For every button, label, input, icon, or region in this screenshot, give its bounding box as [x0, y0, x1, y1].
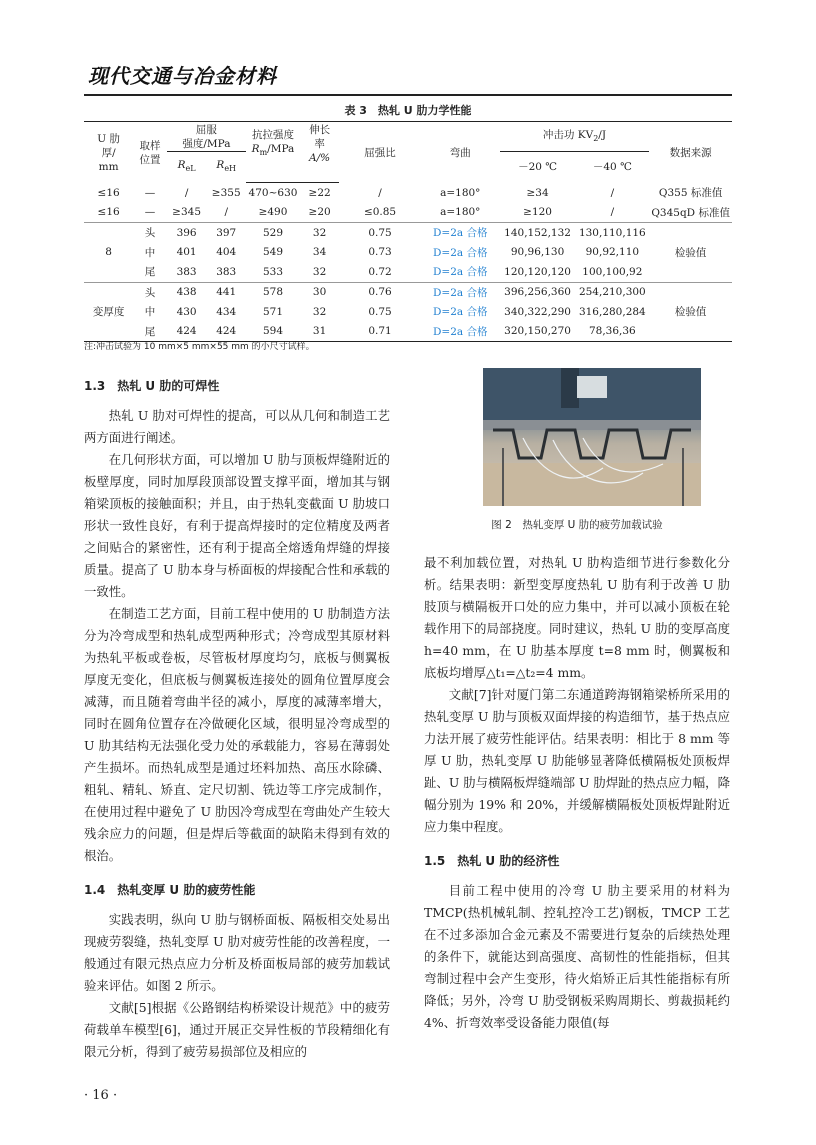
table-row	[84, 183, 732, 203]
cell-rm: 549	[262, 246, 284, 259]
table-caption: 表 3 热轧 U 肋力学性能	[344, 104, 472, 117]
section-1-3-heading: 1.3 热轧 U 肋的可焊性	[84, 379, 220, 393]
cell-rel: ≥345	[167, 203, 207, 223]
cell-ratio: /	[378, 186, 382, 199]
paragraph: 在几何形状方面，可以增加 U 肋与顶板焊缝附近的板壁厚度，同时加厚段顶部设置支撑平面，增加其与钢箱梁顶板的接触面积；并且，由于热轧变截面 U 肋坡口形状一致性良好，有利于提高焊接时的定位精度及两者之间贴合的紧密性，还有利于提高全熔透角焊缝的焊接质量。提高了 U 肋本身与桥面板的焊接配合性和承载的一致性。	[84, 452, 390, 599]
table-row	[84, 223, 732, 243]
cell-rm: ≥490	[246, 203, 300, 223]
cell-thick: ≤16	[97, 186, 120, 199]
header-rule	[84, 94, 732, 96]
cell-pos: —	[144, 186, 156, 199]
cell-k40: 316,280,284	[578, 305, 646, 318]
cell-rel: 401	[176, 246, 197, 259]
header-temp-40: －40 ℃	[592, 161, 632, 174]
header-tensile: 抗拉强度 $R_m$/MPa	[251, 128, 295, 158]
cell-rm: 594	[246, 322, 300, 342]
cell-ratio: 0.75	[368, 305, 392, 318]
cell-src: 检验值	[674, 246, 707, 259]
cell-rm: 533	[246, 262, 300, 282]
header-yield: 屈服 强度/MPa	[167, 123, 246, 152]
cell-thick	[84, 262, 133, 282]
cell-k40: 254,210,300	[578, 286, 646, 299]
cell-k20: 90,96,130	[510, 246, 565, 259]
cell-k40: 130,110,116	[578, 226, 646, 239]
header-source: 数据来源	[669, 146, 712, 159]
cell-pos: 中	[144, 306, 156, 319]
cell-k20: 320,150,270	[500, 322, 576, 342]
cell-src	[649, 282, 732, 302]
cell-reh: 424	[206, 322, 246, 342]
cell-thick: 变厚度	[92, 306, 125, 319]
section-1-5-heading: 1.5 热轧 U 肋的经济性	[424, 854, 560, 868]
paragraph: 热轧 U 肋对可焊性的提高，可以从几何和制造工艺两方面进行阐述。	[84, 408, 390, 445]
cell-rel: /	[184, 186, 189, 199]
cell-a: 31	[300, 322, 339, 342]
cell-rm: 470~630	[248, 186, 298, 199]
table-body	[84, 183, 732, 342]
cell-pos: 尾	[133, 322, 167, 342]
cell-src	[649, 262, 732, 282]
page-number: · 16 ·	[84, 1088, 118, 1103]
cell-rel: 383	[167, 262, 207, 282]
cell-reh: 397	[216, 226, 237, 239]
paragraph: 文献[7]针对厦门第二东通道跨海钢箱梁桥所采用的热轧变厚 U 肋与顶板双面焊接的构造细节，基于热点应力法开展了疲劳性能评估。结果表明：相比于 8 mm 等厚 U 肋，热轧变厚 U 肋能够显著降低横隔板处顶板焊趾、U 肋与横隔板焊缝端部 U 肋焊趾的热点应力幅，降幅分别为 19% 和 20%，并缓解横隔板处顶板焊趾附近应力集中程度。	[424, 687, 730, 834]
cell-reh: 441	[216, 286, 237, 299]
cell-a: 32	[312, 226, 327, 239]
cell-a: ≥20	[300, 203, 339, 223]
cell-reh: 404	[216, 246, 237, 259]
paragraph: 在制造工艺方面，目前工程中使用的 U 肋制造方法分为冷弯成型和热轧成型两种形式；冷弯成型其原材料为热轧平板或卷板，尽管板材厚度均匀，底板与侧翼板厚度无变化，但底板与侧翼板连接处的圆角位置厚度会减薄，而且随着弯曲半径的减小，厚度的减薄率增大，同时在圆角位置存在冷做硬化区域，很明显冷弯成型的 U 肋其结构无法强化受力处的承载能力，容易在薄弱处产生损坏。而热轧成型是通过坯料加热、高压水除磷、粗轧、精轧、矫直、定尺切割、铣边等工序完成制作，在使用过程中避免了 U 肋因冷弯成型在弯曲处产生较大残余应力的问题，但是焊后等截面的缺陷未得到有效的根治。	[84, 606, 390, 863]
header-temp-20: －20 ℃	[518, 161, 558, 174]
cell-thick: ≤16	[84, 203, 133, 223]
cell-k40: 90,92,110	[585, 246, 640, 259]
cell-ratio: 0.76	[368, 286, 392, 299]
header-elongation: 伸长 率 A/%	[309, 124, 331, 164]
paragraph: 最不利加载位置，对热轧 U 肋构造细节进行参数化分析。结果表明：新型变厚度热轧 U 肋有利于改善 U 肋肢顶与横隔板开口处的应力集中，并可以减小顶板在轮载作用下的局部挠度。同时建议，热轧 U 肋的变厚高度 h=40 mm，在 U 肋基本厚度 t=8 mm 时，侧翼板和底板均增厚△t₁=△t₂=4 mm。	[424, 555, 730, 680]
cell-thick	[84, 282, 133, 302]
table-row	[84, 302, 732, 322]
cell-bend: D=2a 合格	[433, 246, 488, 259]
cell-ratio: 0.71	[339, 322, 421, 342]
figure-2-caption: 图 2 热轧变厚 U 肋的疲劳加载试验	[491, 519, 663, 531]
header-pad	[246, 165, 300, 183]
cell-k20: ≥120	[500, 203, 576, 223]
cell-ratio: 0.75	[368, 226, 392, 239]
cell-k20: 140,152,132	[504, 226, 571, 239]
cell-rel: 430	[176, 305, 197, 318]
table-row	[84, 262, 732, 282]
right-column	[424, 552, 730, 1034]
cell-k40: 78,36,36	[575, 322, 649, 342]
cell-src: Q355 标准值	[658, 187, 723, 199]
cell-k40: /	[575, 203, 649, 223]
cell-thick	[84, 223, 133, 243]
cell-rm: 571	[262, 305, 284, 318]
section-1-4-heading: 1.4 热轧变厚 U 肋的疲劳性能	[84, 883, 256, 897]
cell-bend: a=180°	[440, 186, 481, 199]
properties-table	[84, 123, 732, 342]
cell-src	[649, 223, 732, 243]
cell-reh: /	[206, 203, 246, 223]
cell-a: ≥22	[308, 186, 331, 199]
paragraph: 实践表明，纵向 U 肋与钢桥面板、隔板相交处易出现疲劳裂缝，热轧变厚 U 肋对疲劳性能的改善程度，一般通过有限元热点应力分析及桥面板局部的疲劳加载试验来评估。如图 2 所示。	[84, 912, 390, 993]
cell-rm: 578	[262, 286, 284, 299]
cell-k20: 340,322,290	[504, 305, 571, 318]
cell-ratio: 0.73	[368, 246, 392, 259]
cell-k40: /	[610, 186, 615, 199]
cell-pos: —	[133, 203, 167, 223]
cell-src: Q345qD 标准值	[649, 203, 732, 223]
header-impact: 冲击功 $KV_2/J$	[500, 123, 650, 152]
cell-bend: D=2a 合格	[433, 227, 488, 240]
cell-reh: 383	[206, 262, 246, 282]
cell-k20: 120,120,120	[500, 262, 576, 282]
cell-src: 检验值	[674, 306, 707, 319]
cell-reh: ≥355	[211, 186, 241, 199]
header-position: 取样 位置	[139, 139, 161, 166]
cell-reh: 434	[216, 305, 237, 318]
cell-bend: D=2a 合格	[433, 306, 488, 319]
cell-src	[649, 322, 732, 342]
cell-ratio: ≤0.85	[339, 203, 421, 223]
cell-pos: 头	[144, 286, 156, 299]
cell-bend: D=2a 合格	[421, 262, 500, 282]
cell-a: 32	[300, 262, 339, 282]
cell-bend: a=180°	[421, 203, 500, 223]
cell-a: 32	[312, 305, 327, 318]
table-row	[84, 203, 732, 223]
cell-rel: 424	[167, 322, 207, 342]
cell-k20: ≥34	[526, 186, 549, 199]
header-ratio: 屈强比	[364, 146, 396, 159]
cell-pos: 头	[144, 227, 156, 240]
table-note: 注:冲击试验为 10 mm×5 mm×55 mm 的小尺寸试样。	[84, 342, 315, 352]
cell-thick: 8	[105, 246, 112, 259]
cell-a: 34	[312, 246, 327, 259]
header-pad	[300, 165, 339, 183]
cell-pos: 尾	[133, 262, 167, 282]
cell-rel: 438	[176, 286, 197, 299]
header-reh: $R_{eH}$	[216, 159, 237, 174]
test-rig-illustration	[483, 368, 701, 506]
cell-k40: 100,100,92	[575, 262, 649, 282]
cell-k20: 396,256,360	[504, 286, 571, 299]
cell-rm: 529	[262, 226, 284, 239]
left-column	[84, 375, 390, 1063]
cell-bend: D=2a 合格	[421, 322, 500, 342]
header-rel: $R_{eL}$	[177, 159, 196, 174]
header-thickness: U 肋 厚/ mm	[97, 132, 120, 173]
journal-title: 现代交通与冶金材料	[88, 64, 277, 88]
cell-ratio: 0.72	[339, 262, 421, 282]
table-top-rule	[84, 121, 732, 122]
cell-a: 30	[312, 286, 327, 299]
paragraph: 文献[5]根据《公路钢结构桥梁设计规范》中的疲劳荷载单车模型[6]，通过开展正交异性板的节段精细化有限元分析，得到了疲劳易损部位及相应的	[84, 1000, 390, 1059]
table-row	[84, 243, 732, 263]
cell-pos: 中	[144, 246, 156, 259]
header-bend: 弯曲	[449, 146, 471, 159]
table-row	[84, 282, 732, 302]
paragraph: 目前工程中使用的冷弯 U 肋主要采用的材料为 TMCP(热机械轧制、控轧控冷工艺)钢板，TMCP 工艺在不过多添加合金元素及不需要进行复杂的后续热处理的条件下，就能达到高强度、高韧性的性能指标，但其弯制过程中会产生变形，待火焰矫正后其性能指标有所降低；另外，冷弯 U 肋受钢板采购周期长、剪裁损耗约 4%、折弯效率受设备能力限值(每	[424, 883, 730, 1030]
fatigue-test-photo	[483, 368, 701, 506]
cell-rel: 396	[176, 226, 197, 239]
cell-bend: D=2a 合格	[433, 286, 488, 299]
